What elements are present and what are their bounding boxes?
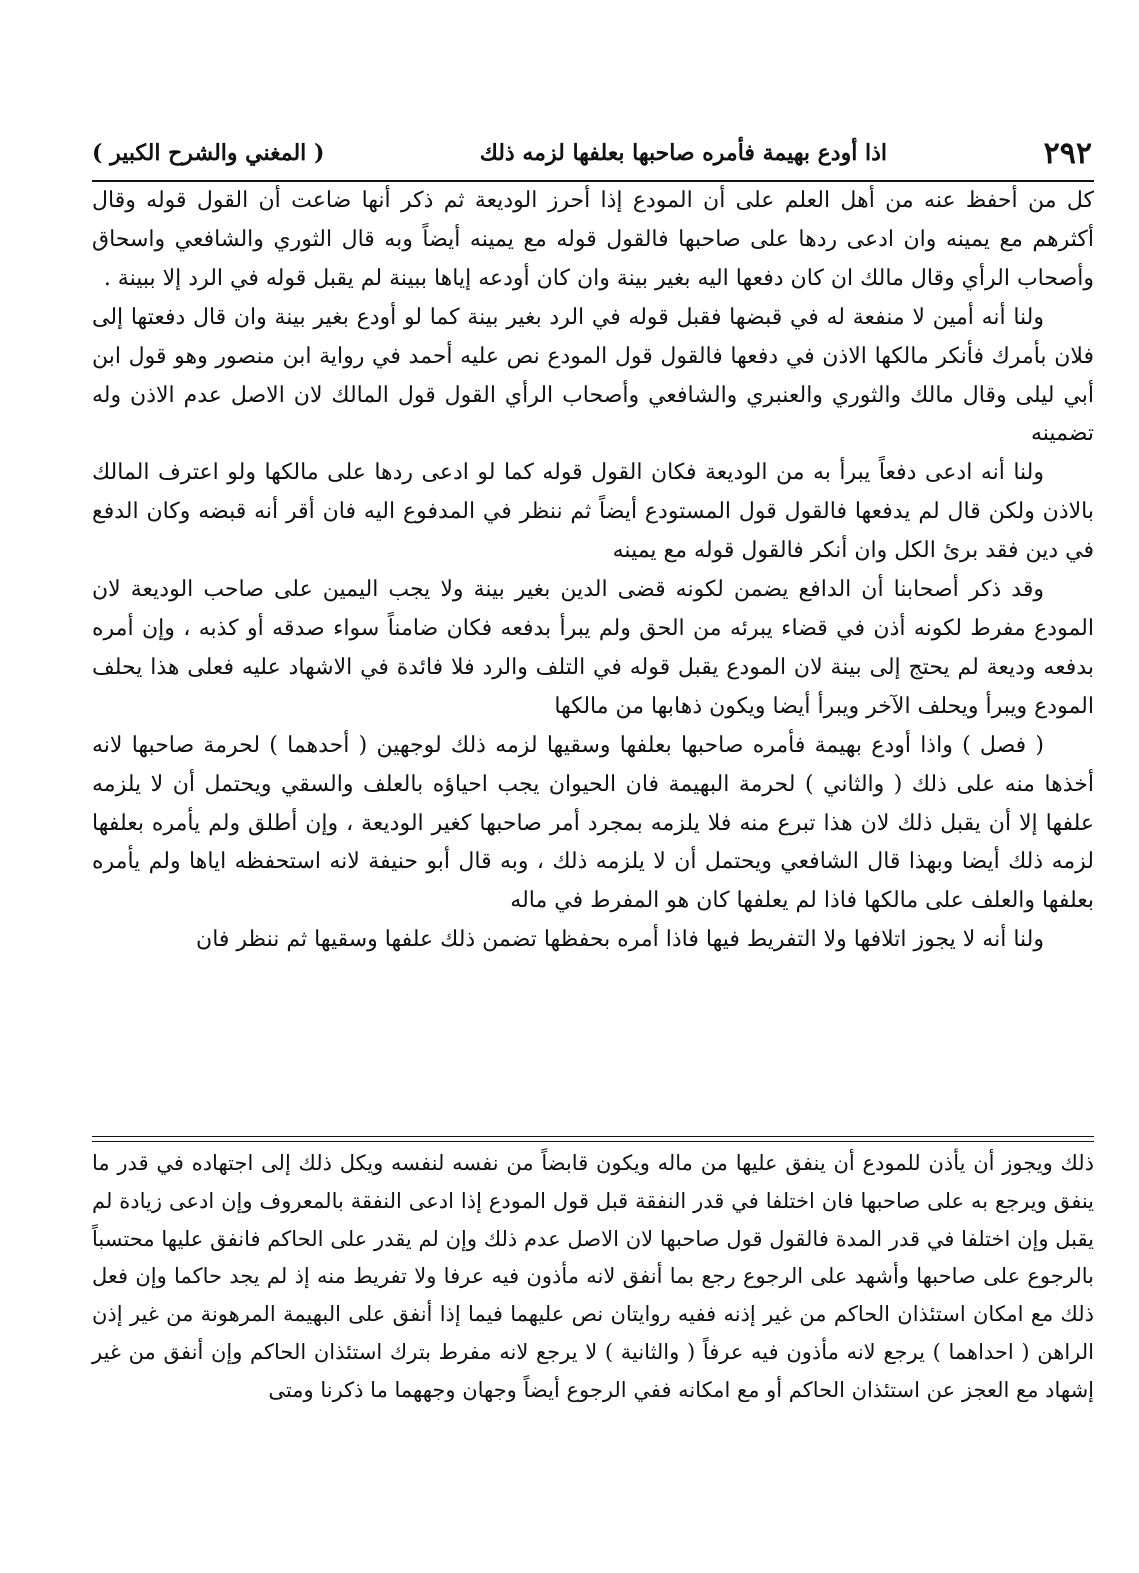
paragraph: ولنا أنه لا يجوز اتلافها ولا التفريط فيها فاذا أمره بحفظها تضمن ذلك علفها وسقيها ثم ننظر فان	[196, 927, 1044, 953]
lower-commentary	[92, 1145, 1094, 1410]
paragraph: كل من أحفظ عنه من أهل العلم على أن المودع إذا أحرز الوديعة ثم ذكر أنها ضاعت أن القول قوله وقال أكثرهم مع يمينه وان ادعى ردها على صاحبها فالقول قوله مع يمينه أيضاً وبه قال الثوري والشافعي واسحاق وأصحاب الرأي وقال مالك ان كان دفعها اليه بغير بينة وان كان أودعه إياها ببينة لم يقبل قوله في الرد إلا ببينة .	[92, 188, 1094, 291]
commentary-paragraph: ذلك ويجوز أن يأذن للمودع أن ينفق عليها من ماله ويكون قابضاً من نفسه لنفسه ويكل ذلك إلى اجتهاده في قدر ما ينفق ويرجع به على صاحبها فان اختلفا في قدر النفقة قبل قول المودع إذا ادعى النفقة بالمعروف وإن ادعى زيادة لم يقبل وإن اختلفا في قدر المدة فالقول قول صاحبها لان الاصل عدم ذلك وإن لم يقدر على الحاكم فانفق عليها محتسباً بالرجوع على صاحبها وأشهد على الرجوع رجع بما أنفق لانه مأذون فيه عرفا ولا تفريط منه إذ لم يجد حاكما وإن فعل ذلك مع امكان استئذان الحاكم من غير إذنه ففيه روايتان نص عليهما فيما إذا أنفق على البهيمة المرهونة من غير إذن الراهن ( احداهما ) يرجع لانه مأذون فيه عرفاً ( والثانية ) لا يرجع لانه مفرط بترك استئذان الحاكم وإن أنفق من غير إشهاد مع العجز عن استئذان الحاكم أو مع امكانه ففي الرجوع أيضاً وجهان وجههما ما ذكرنا ومتى	[92, 1151, 1094, 1402]
section-paragraph: ( فصل ) واذا أودع بهيمة فأمره صاحبها بعلفها وسقيها لزمه ذلك لوجهين ( أحدهما ) لحرمة صاحبها لانه أخذها منه على ذلك ( والثاني ) لحرمة البهيمة فان الحيوان يجب احياؤه بالعلف والسقي ويحتمل أن لا يلزمه علفها إلا أن يقبل ذلك لان هذا تبرع منه فلا يلزمه بمجرد أمر صاحبها كغير الوديعة ، وإن أطلق ولم يأمره بعلفها لزمه ذلك أيضا وبهذا قال الشافعي ويحتمل أن لا يلزمه ذلك ، وبه قال أبو حنيفة لانه استحفظه اياها ولم يأمره بعلفها والعلف على مالكها فاذا لم يعلفها كان هو المفرط في ماله	[92, 732, 1095, 914]
footnote-divider	[92, 1136, 1094, 1142]
main-text	[92, 182, 1094, 960]
running-chapter-title: اذا أودع بهيمة فأمره صاحبها بعلفها لزمه ذلك	[479, 140, 887, 166]
running-book-title: ( المغني والشرح الكبير )	[92, 140, 325, 166]
paragraph: ولنا أنه ادعى دفعاً يبرأ به من الوديعة فكان القول قوله كما لو ادعى ردها على مالكها ولو اعترف المالك بالاذن ولكن قال لم يدفعها فالقول قول المستودع أيضاً ثم ننظر في المدفوع اليه فان أقر أنه قبضه وكان الدفع في دين فقد برئ الكل وان أنكر فالقول قوله مع يمينه	[92, 460, 1094, 564]
paragraph: ولنا أنه أمين لا منفعة له في قبضها فقبل قوله في الرد بغير بينة كما لو أودع بغير بينة وان قال دفعتها إلى فلان بأمرك فأنكر مالكها الاذن في دفعها فالقول قول المودع نص عليه أحمد في رواية ابن منصور وهو قول ابن أبي ليلى وقال مالك والثوري والعنبري والشافعي وأصحاب الرأي القول قول المالك لان الاصل عدم الاذن وله تضمينه	[92, 304, 1094, 447]
page-number: ٢٩٢	[1043, 136, 1092, 171]
page-header	[92, 134, 1092, 182]
paragraph: وقد ذكر أصحابنا أن الدافع يضمن لكونه قضى الدين بغير بينة ولا يجب اليمين على صاحب الوديعة لان المودع مفرط لكونه أذن في قضاء يبرئه من الحق ولم يبرأ بدفعه فكان ضامناً سواء صدقه أو كذبه ، وإن أمره بدفعه وديعة لم يحتج إلى بينة لان المودع يقبل قوله في التلف والرد فلا فائدة في الاشهاد عليه فعلى هذا يحلف المودع ويبرأ ويحلف الآخر ويبرأ أيضا ويكون ذهابها من مالكها	[92, 577, 1094, 719]
